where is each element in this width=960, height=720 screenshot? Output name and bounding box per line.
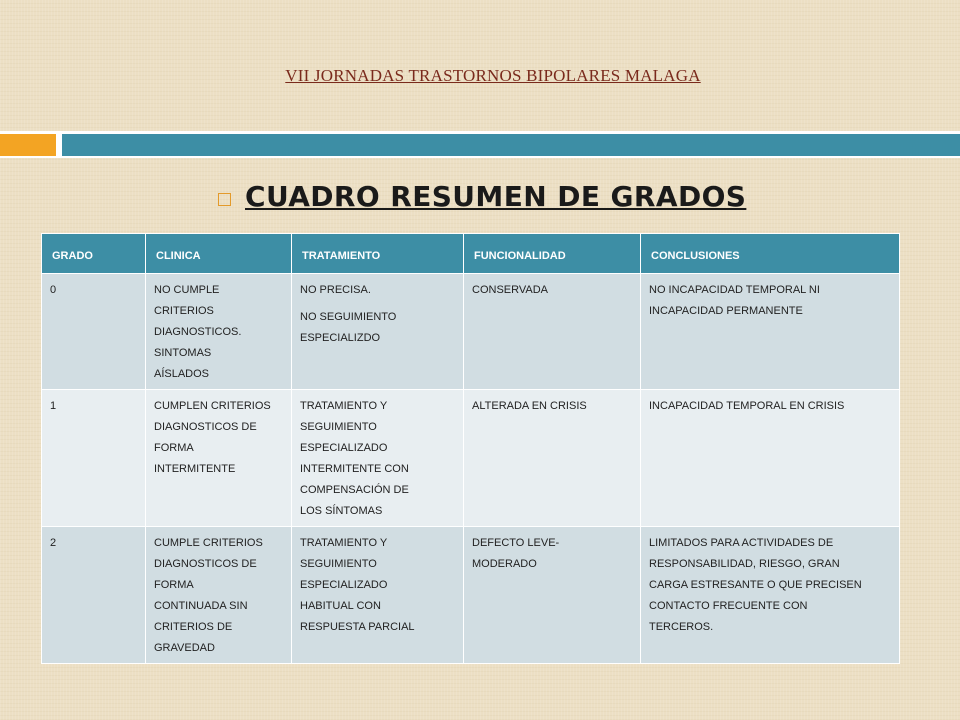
divider-accent-block (0, 134, 56, 156)
tratamiento-cell: TRATAMIENTO Y SEGUIMIENTO ESPECIALIZADO HABITUAL CON RESPUESTA PARCIAL (292, 527, 464, 664)
presentation-title: VII JORNADAS TRASTORNOS BIPOLARES MALAGA (285, 66, 701, 85)
table-row (42, 390, 900, 527)
clinica-cell: CUMPLEN CRITERIOS DIAGNOSTICOS DE FORMA INTERMITENTE (146, 390, 292, 527)
square-bullet-icon (218, 193, 231, 206)
conclusiones-cell: LIMITADOS PARA ACTIVIDADES DE RESPONSABILIDAD, RIESGO, GRAN CARGA ESTRESANTE O QUE PRECISEN CONTACTO FRECUENTE CON TERCEROS. (641, 527, 900, 664)
conclusiones-cell: INCAPACIDAD TEMPORAL EN CRISIS (641, 390, 900, 527)
grades-summary-table (41, 233, 899, 664)
clinica-cell: CUMPLE CRITERIOS DIAGNOSTICOS DE FORMA CONTINUADA SIN CRITERIOS DE GRAVEDAD (146, 527, 292, 664)
column-header-funcionalidad: FUNCIONALIDAD (464, 234, 641, 274)
column-header-grado: GRADO (42, 234, 146, 274)
column-header-conclusiones: CONCLUSIONES (641, 234, 900, 274)
grado-cell: 0 (42, 274, 146, 390)
slide-heading: CUADRO RESUMEN DE GRADOS (245, 179, 747, 213)
tratamiento-cell: NO PRECISA. NO SEGUIMIENTO ESPECIALIZDO (292, 274, 464, 390)
grado-cell: 1 (42, 390, 146, 527)
divider-band (0, 131, 960, 158)
table-row (42, 274, 900, 390)
column-header-tratamiento: TRATAMIENTO (292, 234, 464, 274)
conclusiones-cell: NO INCAPACIDAD TEMPORAL NI INCAPACIDAD PERMANENTE (641, 274, 900, 390)
grado-cell: 2 (42, 527, 146, 664)
funcionalidad-cell: CONSERVADA (464, 274, 641, 390)
funcionalidad-cell: DEFECTO LEVE- MODERADO (464, 527, 641, 664)
column-header-clinica: CLINICA (146, 234, 292, 274)
clinica-cell: NO CUMPLE CRITERIOS DIAGNOSTICOS. SINTOMAS AÍSLADOS (146, 274, 292, 390)
funcionalidad-cell: ALTERADA EN CRISIS (464, 390, 641, 527)
heading-row (218, 178, 746, 214)
table-row (42, 527, 900, 664)
tratamiento-cell: TRATAMIENTO Y SEGUIMIENTO ESPECIALIZADO INTERMITENTE CON COMPENSACIÓN DE LOS SÍNTOMAS (292, 390, 464, 527)
divider-teal-band (62, 134, 960, 156)
table-header-row (42, 234, 900, 274)
